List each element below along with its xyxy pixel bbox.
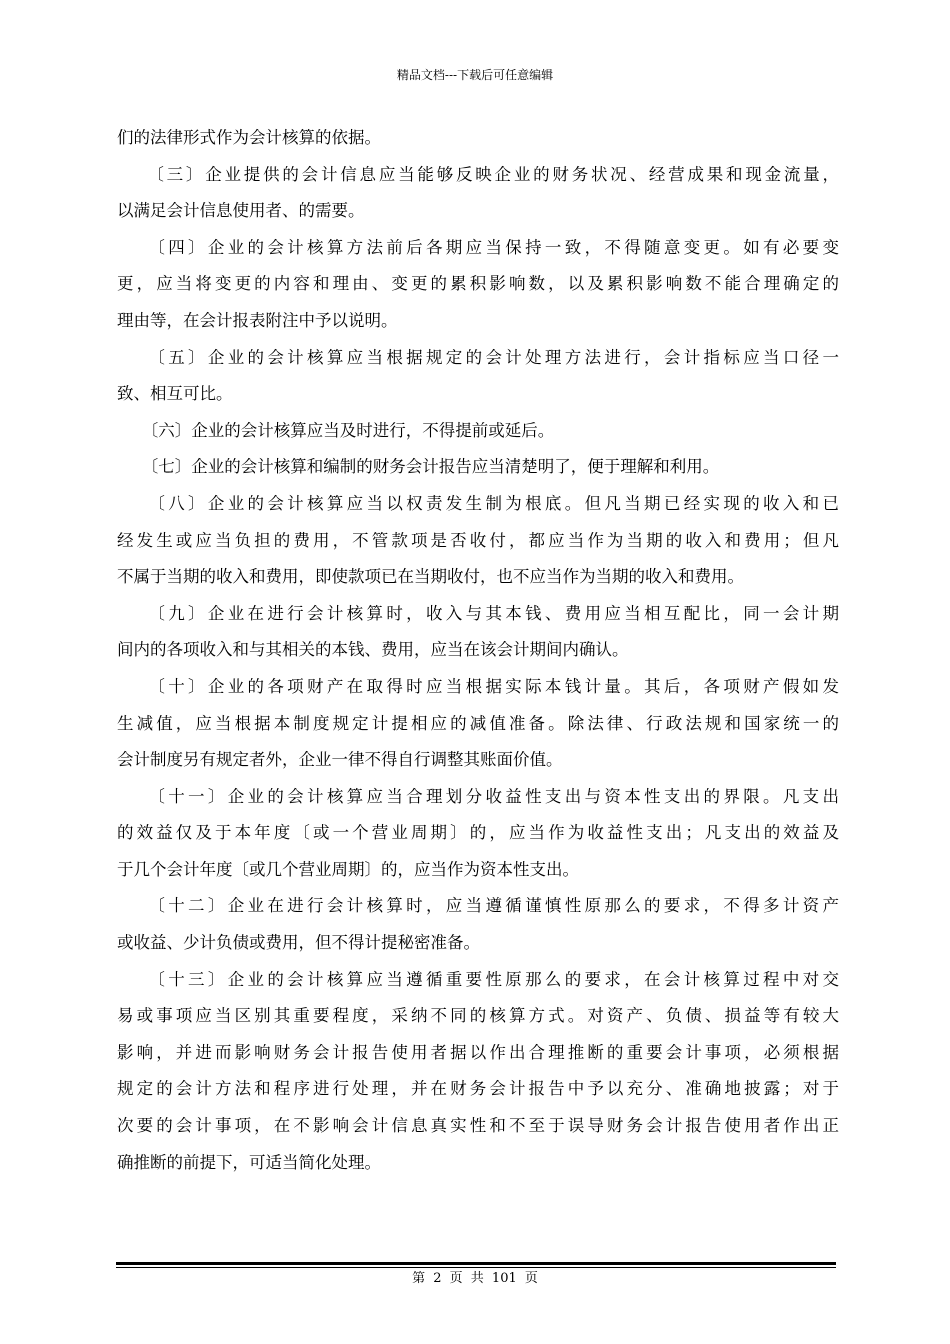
page-header: 精品文档---下载后可任意编辑	[396, 68, 554, 82]
paragraph	[117, 413, 839, 450]
text-line: 〔五〕企业的会计核算应当根据规定的会计处理方法进行，会计指标应当口径一	[117, 347, 839, 367]
text-line: 或收益、少计负债或费用，但不得计提秘密准备。	[117, 933, 480, 953]
text-line: 〔十二〕企业在进行会计核算时，应当遵循谨慎性原那么的要求，不得多计资产	[117, 896, 839, 916]
text-line: 规定的会计方法和程序进行处理，并在财务会计报告中予以充分、准确地披露；对于	[117, 1079, 839, 1099]
paragraph	[117, 449, 839, 486]
footer-divider-thick	[116, 1262, 836, 1265]
text-line: 更，应当将变更的内容和理由、变更的累积影响数，以及累积影响数不能合理确定的	[117, 274, 839, 294]
text-line: 〔四〕企业的会计核算方法前后各期应当保持一致，不得随意变更。如有必要变	[117, 237, 839, 257]
text-line: 〔六〕企业的会计核算应当及时进行，不得提前或延后。	[117, 420, 555, 440]
paragraph	[117, 669, 839, 779]
paragraph	[117, 962, 839, 1182]
document-body	[117, 120, 839, 1181]
text-line: 生减值，应当根据本制度规定计提相应的减值准备。除法律、行政法规和国家统一的	[117, 713, 839, 733]
text-line: 〔十一〕企业的会计核算应当合理划分收益性支出与资本性支出的界限。凡支出	[117, 786, 839, 806]
text-line: 经发生或应当负担的费用，不管款项是否收付，都应当作为当期的收入和费用；但凡	[117, 530, 839, 550]
paragraph	[117, 888, 839, 961]
text-line: 〔九〕企业在进行会计核算时，收入与其本钱、费用应当相互配比，同一会计期	[117, 603, 839, 623]
text-line: 〔七〕企业的会计核算和编制的财务会计报告应当清楚明了，便于理解和利用。	[117, 457, 720, 477]
text-line: 次要的会计事项，在不影响会计信息真实性和不至于误导财务会计报告使用者作出正	[117, 1116, 839, 1136]
text-line: 理由等，在会计报表附注中予以说明。	[117, 310, 398, 330]
text-line: 们的法律形式作为会计核算的依据。	[117, 128, 381, 147]
paragraph	[117, 596, 839, 669]
paragraph	[117, 486, 839, 596]
text-line: 易或事项应当区别其重要程度，采纳不同的核算方式。对资产、负债、损益等有较大	[117, 1006, 839, 1026]
text-line: 确推断的前提下，可适当简化处理。	[117, 1152, 381, 1172]
paragraph	[117, 157, 839, 230]
paragraph	[117, 120, 839, 157]
text-line: 不属于当期的收入和费用，即使款项已在当期收付，也不应当作为当期的收入和费用。	[117, 567, 744, 587]
text-line: 间内的各项收入和与其相关的本钱、费用，应当在该会计期间内确认。	[117, 640, 629, 660]
text-line: 〔三〕企业提供的会计信息应当能够反映企业的财务状况、经营成果和现金流量，	[117, 164, 839, 184]
text-line: 的效益仅及于本年度〔或一个营业周期〕的，应当作为收益性支出；凡支出的效益及	[117, 823, 839, 843]
text-line: 以满足会计信息使用者、的需要。	[117, 201, 365, 221]
text-line: 〔十三〕企业的会计核算应当遵循重要性原那么的要求，在会计核算过程中对交	[117, 969, 839, 989]
text-line: 于几个会计年度〔或几个营业周期〕的，应当作为资本性支出。	[117, 859, 579, 879]
paragraph	[117, 230, 839, 340]
paragraph	[117, 340, 839, 413]
text-line: 致、相互可比。	[117, 384, 233, 404]
footer-divider-thin	[116, 1267, 836, 1268]
paragraph	[117, 779, 839, 889]
text-line: 影响，并进而影响财务会计报告使用者据以作出合理推断的重要会计事项，必须根据	[117, 1042, 839, 1062]
text-line: 〔十〕企业的各项财产在取得时应当根据实际本钱计量。其后，各项财产假如发	[117, 676, 839, 696]
page-number-footer: 第 2 页 共 101 页	[412, 1271, 538, 1286]
text-line: 〔八〕企业的会计核算应当以权责发生制为根底。但凡当期已经实现的收入和已	[117, 493, 839, 513]
text-line: 会计制度另有规定者外，企业一律不得自行调整其账面价值。	[117, 750, 563, 770]
